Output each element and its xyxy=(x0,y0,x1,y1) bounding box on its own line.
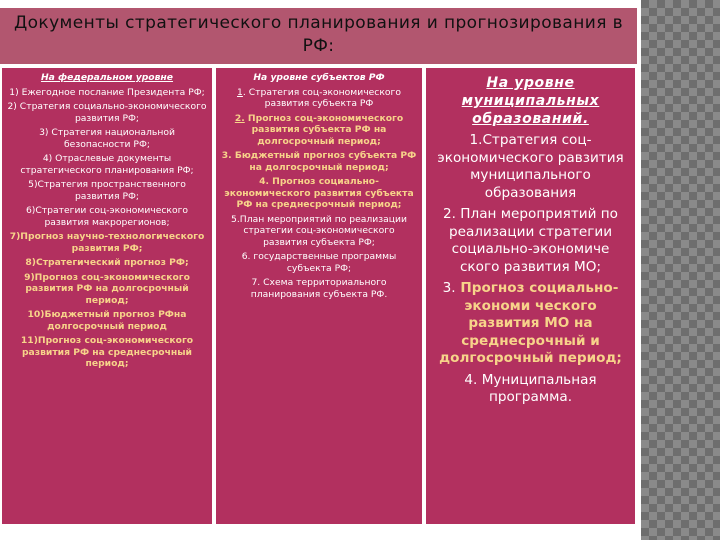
regional-item-number: 1 xyxy=(237,86,243,98)
regional-item: 7. Схема территориального планирования субъекта РФ. xyxy=(250,277,388,300)
regional-item xyxy=(220,87,418,110)
federal-item: 5)Стратегия пространственного развития РФ; xyxy=(28,179,186,202)
federal-item: 6)Стратегии соц-экономического развития макрорегионов; xyxy=(25,205,189,228)
page-title xyxy=(0,8,637,64)
federal-item: 1) Ежегодное послание Президента РФ; xyxy=(9,86,205,98)
regional-item: 6. государственные программы субъекта РФ; xyxy=(241,251,397,274)
decorative-pattern xyxy=(641,0,720,540)
federal-item: 10)Бюджетный прогноз РФна долгосрочный период xyxy=(27,309,187,332)
regional-column xyxy=(214,66,424,526)
municipal-item: 4. Муниципальная программа. xyxy=(464,371,597,405)
federal-item: 9)Прогноз соц-экономического развития РФ на долгосрочный период; xyxy=(24,271,190,306)
federal-heading: На федеральном уровне xyxy=(40,72,174,83)
municipal-heading: На уровне муниципальных образований. xyxy=(461,75,600,127)
federal-item: 4) Отраслевые документы стратегического планирования РФ; xyxy=(20,153,194,176)
municipal-item-text: Прогноз социально-экономи ческого развития МО на среднесрочный и долгосрочный период; xyxy=(439,280,622,366)
regional-item xyxy=(220,113,418,148)
municipal-column xyxy=(424,66,637,526)
regional-item-text: Прогноз соц-экономического развития субъекта РФ на долгосрочный период; xyxy=(244,112,404,147)
page-title-text: Документы стратегического планирования и прогнозирования в РФ: xyxy=(13,13,624,56)
regional-heading: На уровне субъектов РФ xyxy=(253,72,385,83)
federal-item: 8)Стратегический прогноз РФ; xyxy=(25,257,189,268)
federal-item: 3) Стратегия национальной безопасности РФ; xyxy=(39,127,175,150)
municipal-item: 2. План мероприятий по реализации стратегии социально-экономиче ского развития МО; xyxy=(443,206,618,275)
municipal-item-number: 3. xyxy=(442,280,456,296)
regional-item-text: . Стратегия соц-экономического развития субъекта РФ xyxy=(242,86,401,109)
regional-item: 4. Прогноз социально-экономического развития субъекта РФ на среднесрочный период; xyxy=(224,176,414,210)
federal-item: 2) Стратегия социально-экономического развития РФ; xyxy=(7,101,207,124)
federal-column xyxy=(0,66,214,526)
regional-item: 5.План мероприятий по реализации стратегии соц-экономического развития субъекта РФ; xyxy=(231,213,407,248)
municipal-item xyxy=(430,280,631,368)
federal-item: 7)Прогноз научно-технологического развития РФ; xyxy=(9,231,205,254)
regional-item-number: 2. xyxy=(234,112,245,124)
federal-item: 11)Прогноз соц-экономического развития РФ на среднесрочный период; xyxy=(20,335,194,369)
municipal-item: 1.Стратегия соц-экономического равзития муниципального образования xyxy=(437,132,624,201)
regional-item: 3. Бюджетный прогноз субъекта РФ на долгосрочный период; xyxy=(221,150,417,173)
